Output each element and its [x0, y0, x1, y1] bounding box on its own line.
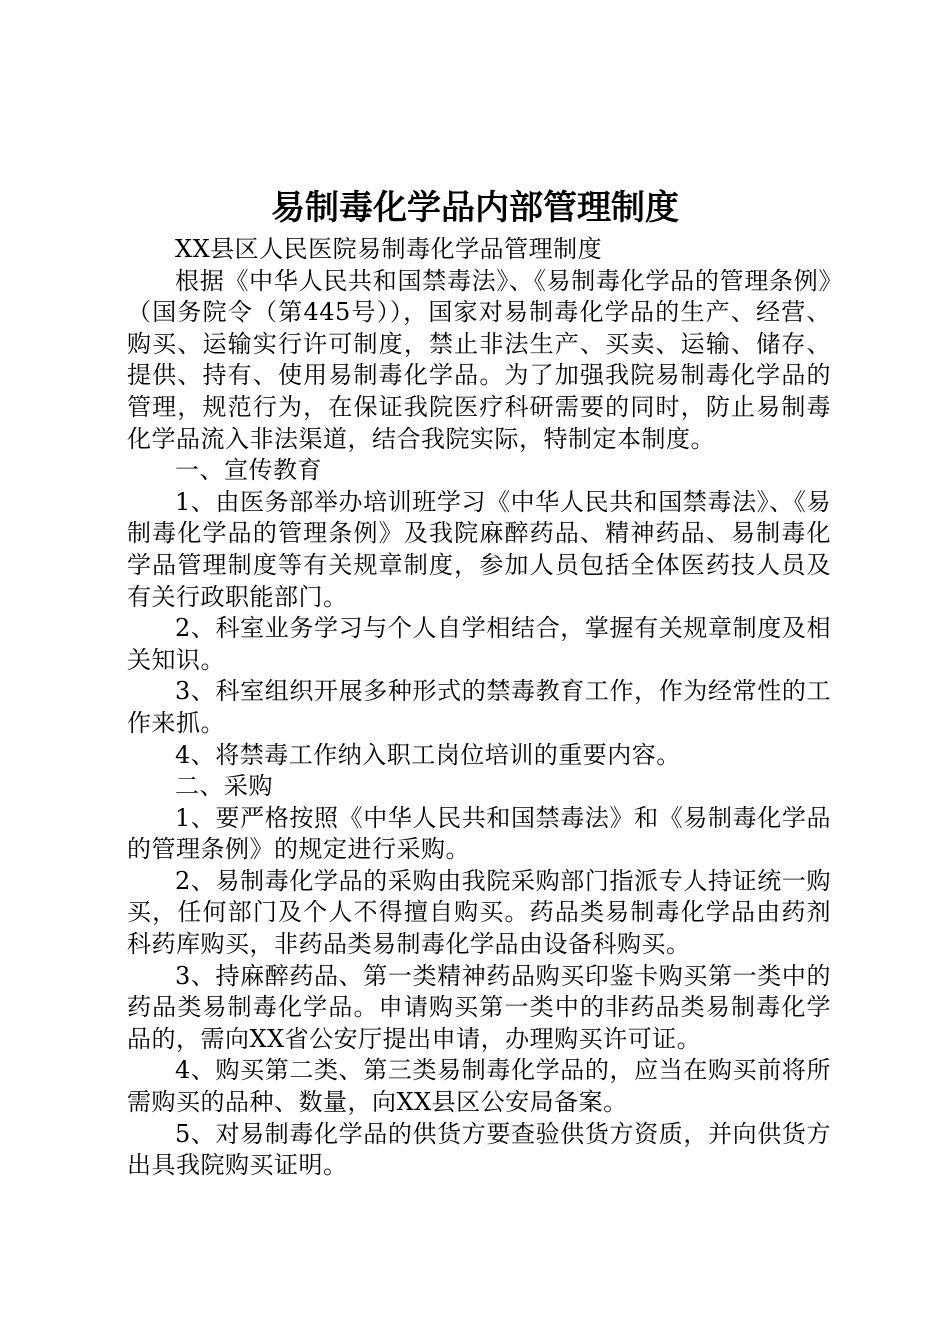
paragraph-purchase-1: 1、要严格按照《中华人民共和国禁毒法》和《易制毒化学品的管理条例》的规定进行采购。	[127, 803, 831, 864]
paragraph-subtitle: XX县区人民医院易制毒化学品管理制度	[175, 235, 603, 263]
paragraph-publicity-2: 2、科室业务学习与个人自学相结合，掌握有关规章制度及相关知识。	[127, 614, 831, 674]
paragraph-purchase-3: 3、持麻醉药品、第一类精神药品购买印鉴卡购买第一类中的药品类易制毒化学品。申请购买第一类中的非药品类易制毒化学品的，需向XX省公安厅提出申请，办理购买许可证。	[127, 961, 831, 1053]
paragraph-intro: 根据《中华人民共和国禁毒法》、《易制毒化学品的管理条例》（国务院令（第445号）），国家对易制毒化学品的生产、经营、购买、运输实行许可制度，禁止非法生产、买卖、运输、储存、提供、持有、使用易制毒化学品。为了加强我院易制毒化学品的管理，规范行为，在保证我院医疗科研需要的同时，防止易制毒化学品流入非法渠道，结合我院实际，特制定本制度。	[127, 266, 831, 453]
paragraph-purchase-4: 4、购买第二类、第三类易制毒化学品的，应当在购买前将所需购买的品种、数量，向XX县区公安局备案。	[127, 1056, 831, 1117]
paragraph-publicity-4: 4、将禁毒工作纳入职工岗位培训的重要内容。	[175, 740, 681, 769]
document-title: 易制毒化学品内部管理制度	[271, 188, 679, 228]
paragraph-publicity-3: 3、科室组织开展多种形式的禁毒教育工作，作为经常性的工作来抓。	[127, 677, 831, 737]
document-body	[127, 234, 831, 1182]
paragraph-publicity-1: 1、由医务部举办培训班学习《中华人民共和国禁毒法》、《易制毒化学品的管理条例》及我院麻醉药品、精神药品、易制毒化学品管理制度等有关规章制度，参加人员包括全体医药技人员及有关行政职能部门。	[127, 487, 831, 611]
section-heading-publicity: 一、宣传教育	[175, 456, 322, 485]
paragraph-purchase-2: 2、易制毒化学品的采购由我院采购部门指派专人持证统一购买，任何部门及个人不得擅自购买。药品类易制毒化学品由药剂科药库购买，非药品类易制毒化学品由设备科购买。	[127, 866, 831, 959]
paragraph-purchase-5: 5、对易制毒化学品的供货方要查验供货方资质，并向供货方出具我院购买证明。	[127, 1119, 831, 1180]
section-heading-purchase: 二、采购	[175, 772, 273, 801]
